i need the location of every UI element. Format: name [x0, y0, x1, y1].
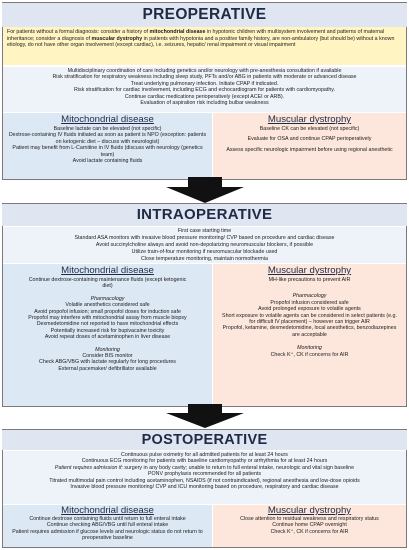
intraop-mito-pharm-item: Propofol may interfere with mitochondrial assay from muscle biopsy [28, 315, 187, 322]
preop-musc-panel [213, 113, 406, 179]
intraop-common-item: First case starting time [177, 228, 232, 234]
intro-mito-term: mitochondrial disease [149, 29, 206, 35]
intraop-common-item: Close temperature monitoring, maintain normothermia [141, 256, 268, 262]
intraop-musc-pharm-item: Avoid prolonged exposure to volatile agents [258, 306, 361, 313]
intraoperative-common-list [3, 227, 406, 263]
intraop-mito-monitor-item: Consider BIS monitor [82, 353, 133, 360]
intraop-common-item: Utilize train-of-four monitoring if neuromuscular blockade used [131, 249, 278, 255]
intraoperative-title: INTRAOPERATIVE [2, 204, 407, 226]
preop-mito-title: Mitochondrial disease [61, 114, 154, 125]
intraop-mito-panel [3, 264, 212, 406]
flow-arrow-down [160, 404, 250, 428]
preoperative-common-list [3, 67, 406, 112]
postop-musc-title: Muscular dystrophy [267, 505, 352, 516]
intraop-musc-pharm-item: Propofol, ketamine, dexmedetomidine, local anesthetics, benzodiazepines are acceptable [222, 325, 397, 338]
intraop-mito-pharm-label: Pharmacology [90, 295, 125, 302]
intraop-mito-pharm-item: Potentially increased risk for bupivacaine toxicity [50, 327, 165, 334]
intraop-mito-title: Mitochondrial disease [61, 265, 154, 276]
postop-mito-panel [3, 505, 212, 547]
intraop-mito-pharm-item: Volatile anesthetics considered safe [65, 302, 150, 309]
preop-musc-item: Evaluate for OSA and continue CPAP perioperatively [247, 136, 372, 143]
intraop-musc-monitor-item: Check K⁺, CK if concerns for AIR [270, 351, 349, 358]
preop-common-item: Continue cardiac medications perioperatively (except ACEI or ARB). [124, 93, 285, 100]
postop-common-item: Invasive blood pressure monitoring/ CVP and ICU monitoring based on procedure, respiratory and cardiac disease [70, 484, 339, 491]
postop-admission-label: Patient requires admission if: [54, 464, 123, 471]
preop-musc-title: Muscular dystrophy [267, 114, 352, 125]
intraop-common-item: Avoid succinylcholine always and avoid non-depolarizing neuromuscular blockers, if possible [95, 242, 314, 248]
preop-mito-item: Dextrose-containing IV fluids initiated as soon as patient is NPO (exception: patients on ketogenic diet – discuss with neurologist) [8, 132, 207, 145]
intro-text-1: For patients without a formal diagnosis: consider a history of [7, 29, 150, 35]
intro-musc-term: muscular dystrophy [91, 35, 143, 42]
intraop-musc-title: Muscular dystrophy [267, 265, 352, 276]
preop-mito-panel [3, 113, 212, 179]
preop-common-item: Multidisciplinary coordination of care including genetics and/or neurology with pre-anesthesia consultation if available [67, 68, 342, 74]
flow-arrow-down [160, 177, 250, 203]
intraop-mito-pharm-item: Dexmedetomidine not reported to have mitochondrial effects [36, 321, 179, 328]
preop-mito-item: Baseline lactate can be elevated (not specific) [53, 126, 162, 132]
preop-common-item: Risk stratification for respiratory weakness including sleep study, PFTs and/or ABG in patients with moderate or advanced disease [52, 74, 357, 81]
intraop-musc-pharm-item: Propofol infusion considered safe [270, 299, 349, 306]
postop-mito-title: Mitochondrial disease [61, 505, 154, 516]
preop-mito-item: Patient may benefit from L-Carnitine in IV fluids (discuss with neurology (genetics team) [12, 145, 203, 158]
postop-musc-panel [213, 505, 406, 547]
postoperative-common-list [3, 451, 406, 504]
intraop-mito-monitor-item: Check ABG/VBG with lactate regularly for long procedures [39, 359, 176, 366]
intraop-mito-top: Continue dextrose-containing maintenance fluids (except ketogenic diet) [28, 277, 187, 290]
intraop-musc-top: MH-like precautions to prevent AIR [268, 277, 351, 283]
postop-musc-item: Close attention to residual weakness and respiratory status [240, 516, 379, 522]
postop-common-item: Continuous ECG monitoring for patients with baseline cardiomyopathy or arrhythmia for at least 24 hours [81, 458, 328, 465]
preop-mito-item: Avoid lactate containing fluids [72, 158, 143, 165]
intraop-musc-monitor-label: Monitoring [297, 345, 322, 352]
intraop-musc-pharm-label: Pharmacology [292, 293, 327, 300]
postop-mito-item: Continue checking ABG/VBG until full enteral intake [46, 522, 169, 529]
preop-common-item: Treat underlying pulmonary infection. Initiate CPAP if indicated. [130, 80, 279, 87]
intraop-common-item: Standard ASA monitors with invasive blood pressure monitoring/ CVP based on procedure and cardiac disease [74, 235, 335, 241]
preop-musc-item: Baseline CK can be elevated (not specific) [259, 126, 360, 132]
intraop-musc-panel [213, 264, 406, 406]
preoperative-title: PREOPERATIVE [2, 3, 407, 27]
intraop-mito-pharm-item: Avoid repeat doses of acetaminophen in liver disease [44, 334, 171, 341]
preoperative-intro [3, 27, 406, 65]
intraop-mito-pharm-item: Avoid propofol infusion; small propofol doses for induction safe [34, 308, 181, 315]
intro-text-2: in hypotonic children with multisystem involvement and patterns of maternal inheritance; consider a diagnosis of [7, 29, 385, 42]
preop-common-item: Risk stratification for cardiac involvement, including ECG and echocardiogram for patients with cardiomyopathy. [73, 87, 336, 94]
preop-musc-item: Assess specific neurologic impairment before using regional anesthetic [226, 146, 393, 153]
postop-common-item: PONV prophylaxis recommended for all patients [147, 471, 262, 478]
postop-admission-text: surgery in any body cavity; unable to return to full enteral intake, neurologic and vital sign baseline [122, 464, 355, 471]
intraop-mito-monitor-label: Monitoring [95, 346, 120, 353]
postop-musc-item: Check K⁺, CK if concerns for AIR [270, 528, 349, 535]
intro-text-3: in patients with hypotonia and a positive family history, are non-ambulatory (but should be) without a known etiology, do not have other organ involvement (except cardiac), i.e. seizures, hepatic/ renal impairment or visual impairment [7, 35, 395, 49]
postop-musc-item: Continue home CPAP overnight [272, 522, 347, 529]
postop-mito-item: Patient requires admission if glucose levels and neurologic status do not return to preoperative baseline [12, 528, 203, 542]
postop-mito-item: Continue dextrose containing fluids until return to full enteral intake [29, 516, 186, 522]
preop-common-item: Evaluation of aspiration risk including bulbar weakness [140, 100, 269, 107]
intraop-musc-pharm-item: Short exposure to volatile agents can be considered in select patients (e.g. for difficult IV placement) – however can trigger AIR [222, 312, 397, 326]
intraop-mito-monitor-item: External pacemaker/ defibrillator available [58, 365, 157, 372]
postop-common-item: Continuous pulse oximetry for all admitted patients for at least 24 hours [121, 452, 288, 458]
postop-common-item: Titrated multimodal pain control including acetaminophen, NSAIDS (if not contraindicated), regional anesthesia and low-dose opioids [49, 477, 360, 484]
postoperative-title: POSTOPERATIVE [2, 430, 407, 450]
